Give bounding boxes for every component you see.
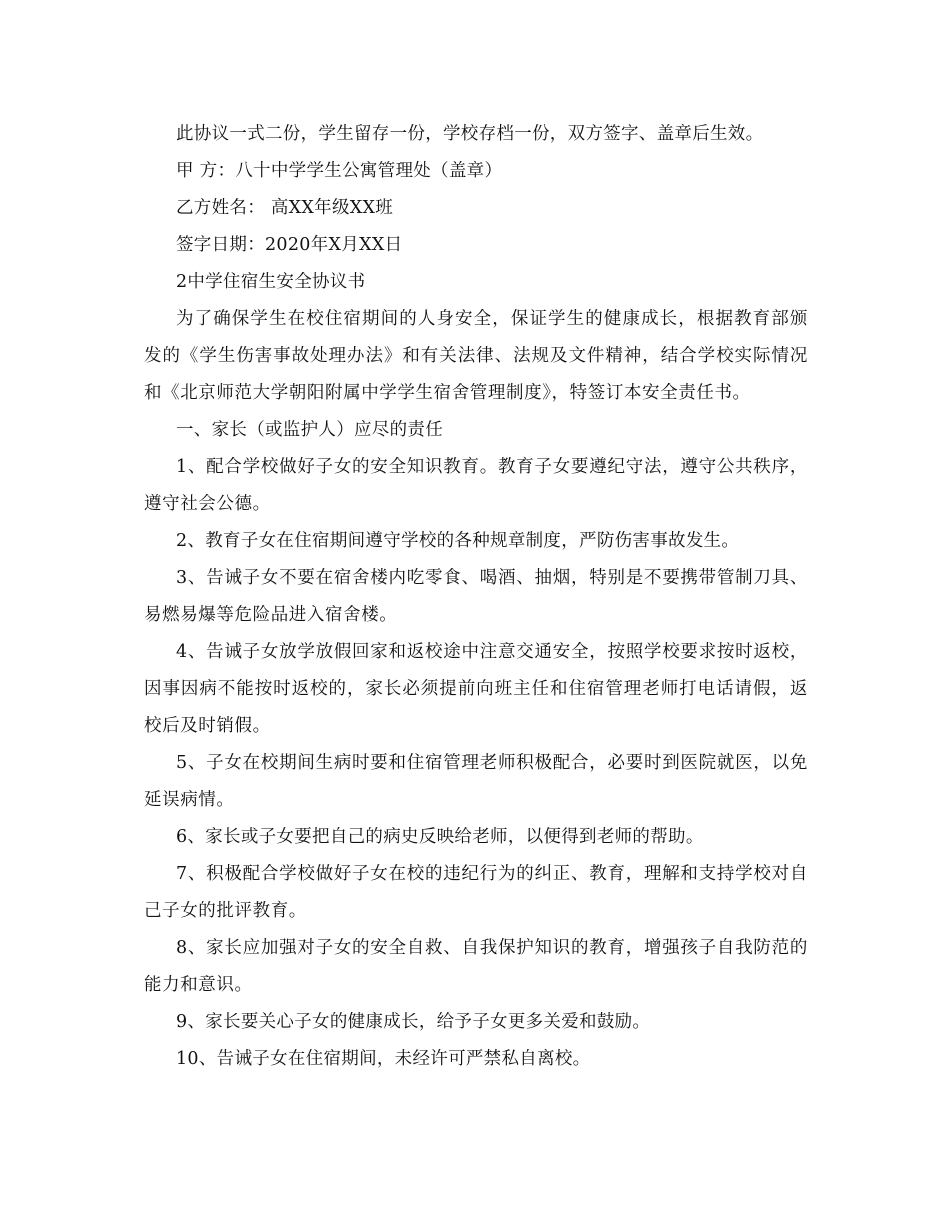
document-body — [144, 116, 808, 1078]
sign-date-line: 签字日期：2020年X月XX日 — [176, 235, 403, 255]
duty-item-5: 5、子女在校期间生病时要和住宿管理老师积极配合，必要时到医院就医，以免延误病情。 — [144, 753, 808, 810]
duty-item-10: 10、告诫子女在住宿期间，未经许可严禁私自离校。 — [176, 1049, 591, 1069]
intro-paragraph: 为了确保学生在校住宿期间的人身安全，保证学生的健康成长，根据教育部颁发的《学生伤害事故处理办法》和有关法律、法规及文件精神，结合学校实际情况和《北京师范大学朝阳附属中学学生宿舍管理制度》，特签订本安全责任书。 — [144, 309, 808, 403]
duty-item-8: 8、家长应加强对子女的安全自救、自我保护知识的教育，增强孩子自我防范的能力和意识。 — [144, 938, 808, 995]
duty-item-7: 7、积极配合学校做好子女在校的违纪行为的纠正、教育，理解和支持学校对自己子女的批评教育。 — [144, 864, 808, 921]
duty-item-2: 2、教育子女在住宿期间遵守学校的各种规章制度，严防伤害事故发生。 — [176, 531, 740, 551]
agreement-copies-note: 此协议一式二份，学生留存一份，学校存档一份，双方签字、盖章后生效。 — [176, 124, 764, 144]
duty-item-3: 3、告诫子女不要在宿舍楼内吃零食、喝酒、抽烟，特别是不要携带管制刀具、易燃易爆等危险品进入宿舍楼。 — [144, 568, 808, 625]
duty-item-1: 1、配合学校做好子女的安全知识教育。教育子女要遵纪守法，遵守公共秩序，遵守社会公德。 — [144, 457, 808, 514]
party-b-line: 乙方姓名： 高XX年级XX班 — [176, 198, 394, 218]
parent-duties-heading: 一、家长（或监护人）应尽的责任 — [176, 420, 443, 440]
duty-item-6: 6、家长或子女要把自己的病史反映给老师，以便得到老师的帮助。 — [176, 827, 704, 847]
duty-item-4: 4、告诫子女放学放假回家和返校途中注意交通安全，按照学校要求按时返校，因事因病不能按时返校的，家长必须提前向班主任和住宿管理老师打电话请假，返校后及时销假。 — [144, 642, 808, 736]
party-a-line: 甲 方：八十中学学生公寓管理处（盖章） — [176, 161, 503, 181]
duty-item-9: 9、家长要关心子女的健康成长，给予子女更多关爱和鼓励。 — [176, 1012, 651, 1032]
section-title: 2中学住宿生安全协议书 — [176, 272, 366, 292]
